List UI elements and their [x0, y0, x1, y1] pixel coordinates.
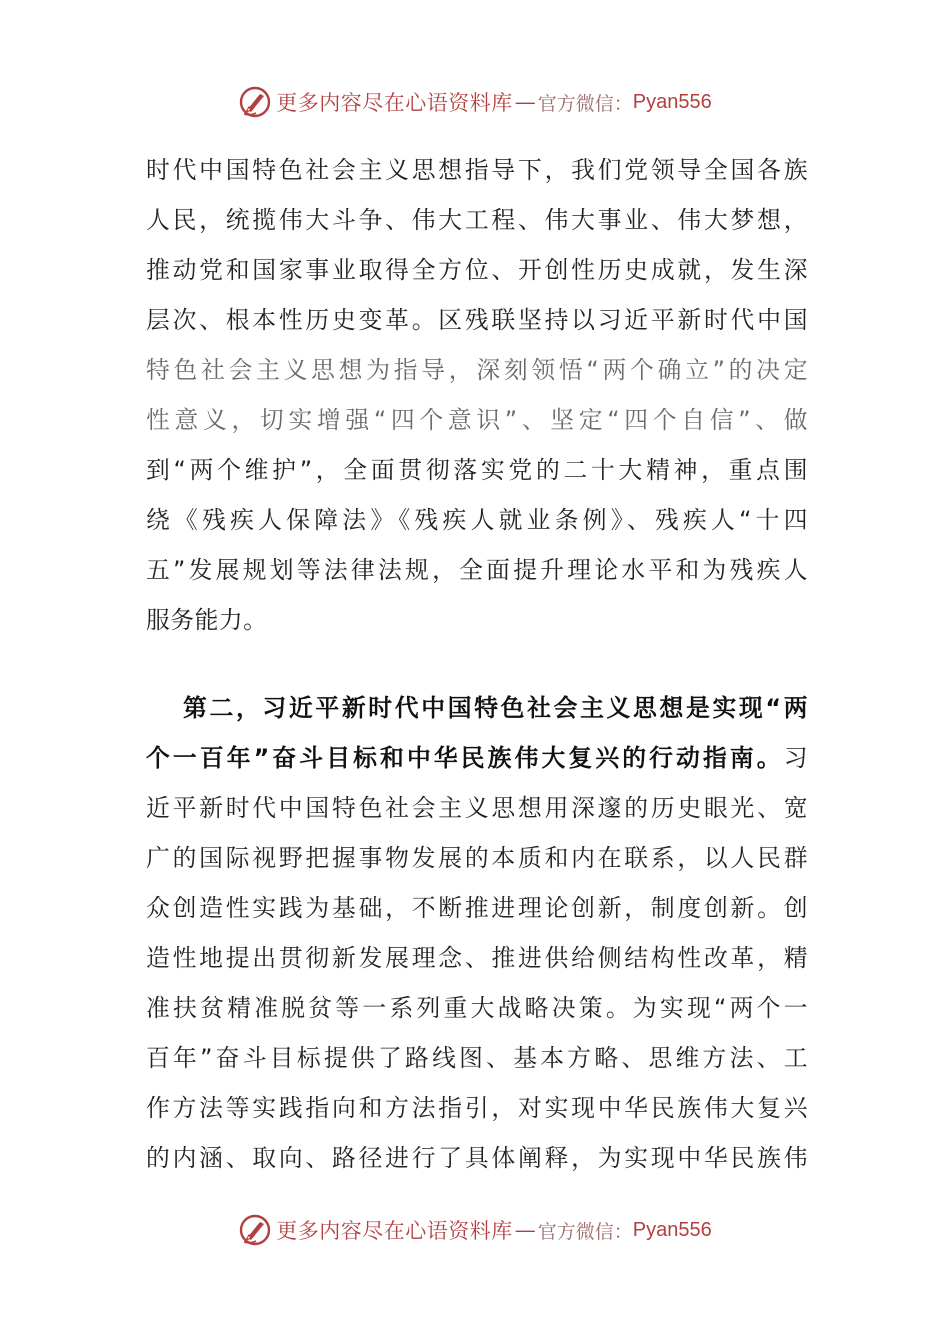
footer-dash: —: [514, 1218, 536, 1242]
paragraph-2-line: 近平新时代中国特色社会主义思想用深邃的历史眼光、宽: [146, 794, 808, 822]
paragraph-1-line: 五”发展规划等法律法规，全面提升理论水平和为残疾人: [146, 556, 808, 584]
paragraph-1-line: 性意义，切实增强“四个意识”、坚定“四个自信”、做: [146, 406, 808, 434]
document-body: [146, 145, 808, 1183]
paragraph-2-line: 广的国际视野把握事物发展的本质和内在联系，以人民群: [146, 844, 808, 872]
paragraph-1-line: 绕《残疾人保障法》《残疾人就业条例》、残疾人“十四: [146, 506, 808, 534]
paragraph-1: [146, 145, 808, 645]
paragraph-2-heading-rest: 习: [783, 744, 808, 772]
paragraph-2: [146, 683, 808, 1183]
paragraph-2-line: 准扶贫精准脱贫等一系列重大战略决策。为实现“两个一: [146, 994, 808, 1022]
header-banner: [0, 80, 950, 124]
header-wechat-id: Pyan556: [632, 90, 712, 113]
quill-pen-logo-icon: [238, 85, 272, 119]
paragraph-2-heading-line: [146, 733, 808, 783]
paragraph-2-heading-bold: 个一百年”奋斗目标和中华民族伟大复兴的行动指南。: [146, 744, 784, 772]
footer-slogan: 更多内容尽在心语资料库: [276, 1219, 513, 1243]
paragraph-1-line: 到“两个维护”，全面贯彻落实党的二十大精神，重点围: [146, 456, 808, 484]
paragraph-1-line: 层次、根本性历史变革。区残联坚持以习近平新时代中国: [146, 306, 808, 334]
paragraph-2-heading-line: 第二，习近平新时代中国特色社会主义思想是实现“两: [183, 694, 808, 722]
paragraph-2-line: 造性地提出贯彻新发展理念、推进供给侧结构性改革，精: [146, 944, 808, 972]
paragraph-1-line: 特色社会主义思想为指导，深刻领悟“两个确立”的决定: [146, 356, 808, 384]
paragraph-2-line: 的内涵、取向、路径进行了具体阐释，为实现中华民族伟: [146, 1144, 808, 1172]
header-wechat-label: 官方微信：: [537, 92, 633, 115]
paragraph-1-line: 服务能力。: [146, 606, 268, 634]
footer-banner: [0, 1208, 950, 1252]
header-dash: —: [514, 90, 536, 114]
paragraph-1-line: 推动党和国家事业取得全方位、开创性历史成就，发生深: [146, 256, 808, 284]
paragraph-2-line: 作方法等实践指向和方法指引，对实现中华民族伟大复兴: [146, 1094, 808, 1122]
footer-wechat-id: Pyan556: [632, 1218, 712, 1241]
paragraph-2-line: 百年”奋斗目标提供了路线图、基本方略、思维方法、工: [146, 1044, 808, 1072]
footer-wechat-label: 官方微信：: [537, 1220, 633, 1243]
paragraph-2-line: 众创造性实践为基础，不断推进理论创新，制度创新。创: [146, 894, 808, 922]
paragraph-1-line: 人民，统揽伟大斗争、伟大工程、伟大事业、伟大梦想，: [146, 206, 808, 234]
quill-pen-logo-icon: [238, 1213, 272, 1247]
header-slogan: 更多内容尽在心语资料库: [276, 91, 513, 115]
paragraph-1-line: 时代中国特色社会主义思想指导下，我们党领导全国各族: [146, 156, 808, 184]
